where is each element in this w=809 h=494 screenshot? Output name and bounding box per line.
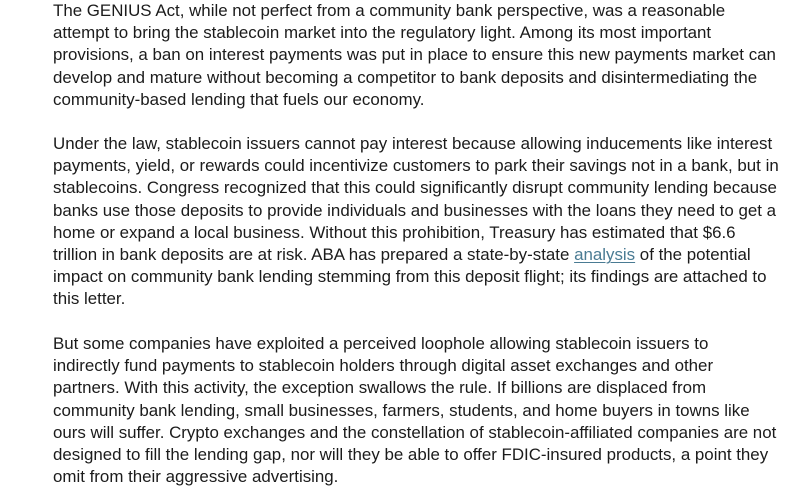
paragraph-genius-act: The GENIUS Act, while not perfect from a community bank perspective, was a reasonable attempt to bring the stablecoin market into the regulatory light. Among its most important provisions, a ban on interest payments was put in place to ensure this new payments market can develop and mature without becoming a competitor to bank deposits and disintermediating the community-based lending that fuels our economy.	[53, 1, 776, 109]
paragraph-text-after-link: of the potential impact on community bank lending stemming from this deposit flight; its findings are attached to this letter.	[53, 245, 767, 309]
paragraph-text-before-link: Under the law, stablecoin issuers cannot pay interest because allowing inducements like interest payments, yield, or rewards could incentivize customers to park their savings not in a bank, but in stablecoins. Congress recognized that this could significantly disrupt community lending because banks use those deposits to provide individuals and businesses with the loans they need to get a home or expand a local business. Without this prohibition, Treasury has estimated that $6.6 trillion in bank deposits are at risk. ABA has prepared a state-by-state	[53, 134, 779, 265]
paragraph-loophole: But some companies have exploited a perceived loophole allowing stablecoin issuers to indirectly fund payments to stablecoin holders through digital asset exchanges and other partners. With this activity, the exception swallows the rule. If billions are displaced from community bank lending, small businesses, farmers, students, and home buyers in towns like ours will suffer. Crypto exchanges and the constellation of stablecoin-affiliated companies are not designed to fill the lending gap, nor will they be able to offer FDIC-insured products, a point they omit from their aggressive advertising.	[53, 334, 777, 487]
analysis-link[interactable]: analysis	[574, 245, 636, 265]
paragraph-stablecoin-interest	[53, 133, 779, 311]
